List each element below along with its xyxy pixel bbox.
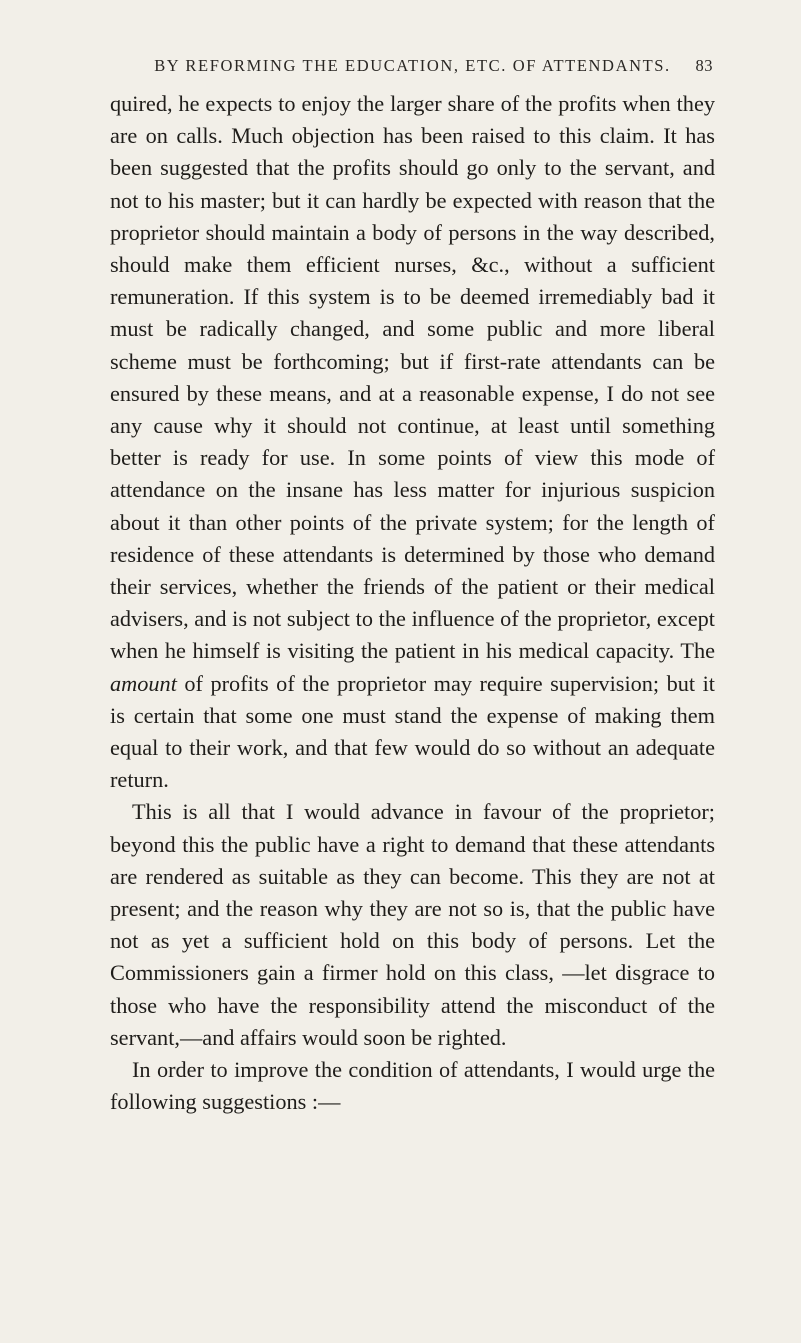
body-text — [110, 88, 715, 1119]
paragraph-1-italic-word: amount — [110, 670, 177, 696]
page-number: 83 — [695, 56, 713, 75]
paragraph-1-text: quired, he expects to enjoy the larger share of the profits when they are on calls. Much objection has been raised to this claim. It has been suggested that the profits should go only to the servant, and not to his master; but it can hardly be expected with reason that the proprietor should maintain a body of persons in the way described, should make them efficient nurses, &c., without a sufficient remuneration. If this system is to be deemed irremediably bad it must be radically changed, and some public and more liberal scheme must be forthcoming; but if first-rate attendants can be ensured by these means, and at a reasonable expense, I do not see any cause why it should not continue, at least until something better is ready for use. In some points of view this mode of attendance on the insane has less matter for injurious suspicion about it than other points of the private system; for the length of residence of these attendants is determined by those who demand their services, whether the friends of the patient or their medical advisers, and is not subject to the influence of the proprietor, except when he himself is visiting the patient in his medical capacity. The — [110, 91, 715, 664]
paragraph-3: In order to improve the condition of attendants, I would urge the following suggestions :— — [110, 1057, 715, 1115]
paragraph-2: This is all that I would advance in favour of the proprietor; beyond this the public have a right to demand that these attendants are rendered as suitable as they can become. This they are not at present; and the reason why they are not so is, that the public have not as yet a sufficient hold on this body of persons. Let the Commissioners gain a firmer hold on this class, —let disgrace to those who have the responsibility attend the misconduct of the servant,—and affairs would soon be righted. — [110, 799, 715, 1050]
paragraph-1 — [110, 88, 715, 796]
paragraph-1-text-after: of profits of the proprietor may require supervision; but it is certain that some one must stand the expense of making them equal to their work, and that few would do so without an adequate return. — [110, 670, 715, 793]
running-head — [110, 56, 715, 76]
running-title: BY REFORMING THE EDUCATION, ETC. OF ATTENDANTS. — [154, 56, 671, 75]
